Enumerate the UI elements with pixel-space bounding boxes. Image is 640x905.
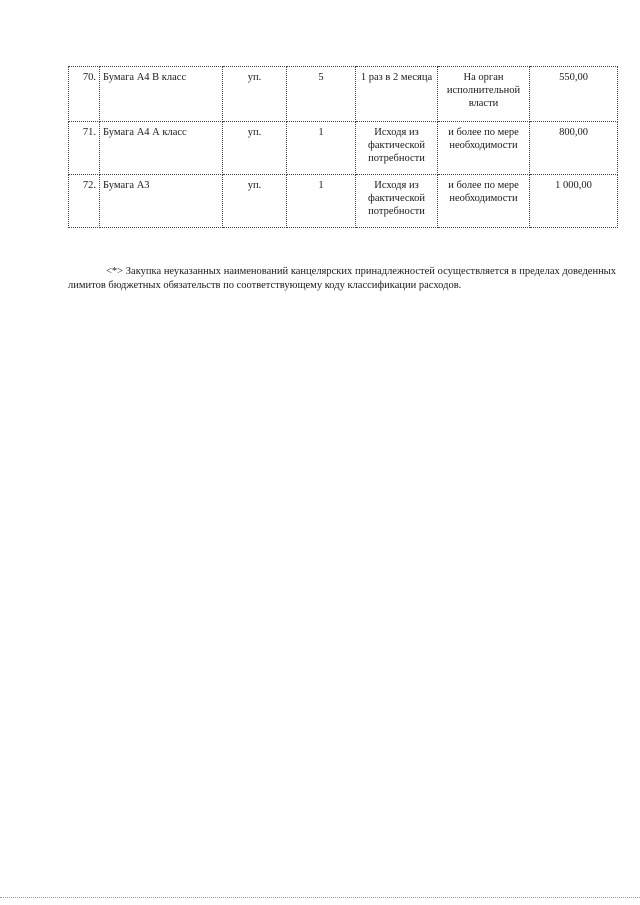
item-name: Бумага А4 А класс: [100, 122, 223, 175]
item-name: Бумага А4 В класс: [100, 67, 223, 122]
footnote-text: <*> Закупка неуказанных наименований канцелярских принадлежностей осуществляется в пределах доведенных лимитов бюджетных обязательств по соответствующему коду классификации расходов.: [68, 265, 616, 291]
row-number: 72.: [69, 175, 100, 228]
item-unit: уп.: [223, 175, 287, 228]
item-price: 800,00: [530, 122, 618, 175]
row-number: 71.: [69, 122, 100, 175]
item-frequency: 1 раз в 2 месяца: [356, 67, 438, 122]
item-frequency: Исходя из фактической потребности: [356, 175, 438, 228]
item-quantity: 5: [287, 67, 356, 122]
item-price: 1 000,00: [530, 175, 618, 228]
item-unit: уп.: [223, 67, 287, 122]
table-row: [69, 122, 618, 175]
item-price: 550,00: [530, 67, 618, 122]
item-unit: уп.: [223, 122, 287, 175]
item-quantity: 1: [287, 122, 356, 175]
stationery-table: [68, 66, 618, 228]
item-note: и более по мере необходимости: [438, 175, 530, 228]
item-frequency: Исходя из фактической потребности: [356, 122, 438, 175]
scan-edge-divider: [0, 897, 640, 898]
item-note: и более по мере необходимости: [438, 122, 530, 175]
table-row: [69, 175, 618, 228]
item-name: Бумага А3: [100, 175, 223, 228]
item-note: На орган исполнительной власти: [438, 67, 530, 122]
table-row: [69, 67, 618, 122]
item-quantity: 1: [287, 175, 356, 228]
row-number: 70.: [69, 67, 100, 122]
